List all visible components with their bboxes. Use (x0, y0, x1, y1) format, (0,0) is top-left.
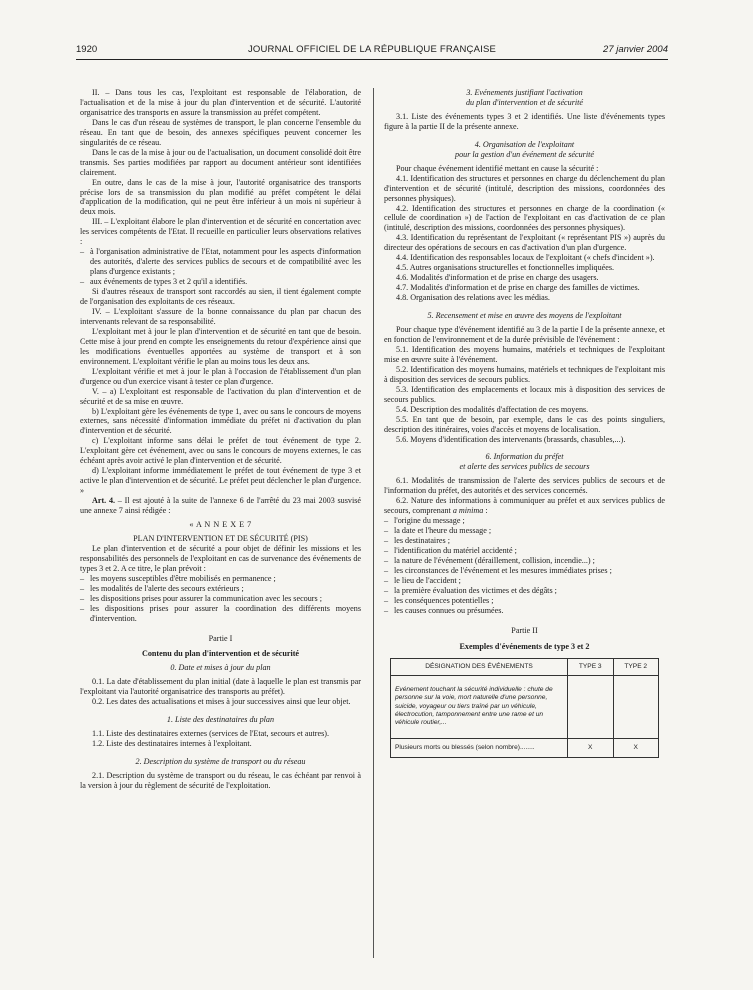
paragraph: IV. – L'exploitant s'assure de la bonne connaissance du plan par chacun des intervenants relevant de sa responsabilité. (80, 306, 361, 326)
paragraph: 0.2. Les dates des actualisations et mises à jour successives ainsi que leur objet. (92, 697, 351, 707)
column-header: TYPE 2 (613, 658, 659, 675)
paragraph: 2.1. Description du système de transport ou du réseau, le cas échéant par renvoi à la version à jour du règlement de sécurité de l'exploitation. (80, 771, 361, 790)
paragraph: III. – L'exploitant élabore le plan d'intervention et de sécurité en concertation avec les services compétents de l'Etat. Il recueille en particulier leurs observations relatives : (80, 217, 361, 247)
table-cell (613, 675, 659, 738)
list-item: – l'origine du message ; (384, 516, 465, 526)
paragraph: 4.3. Identification du représentant de l'exploitant (« représentant PIS ») auprès du directeur des opérations de secours en cas d'activation d'un plan d'urgence. (384, 233, 665, 253)
paragraph: 4.4. Identification des responsables locaux de l'exploitant (« chefs d'incident »). (396, 253, 655, 263)
table-cell: Plusieurs morts ou blessés (selon nombre)........ (391, 738, 568, 757)
list-item: – les dispositions prises pour assurer la communication avec les secours ; (80, 593, 322, 603)
list-item: – les conséquences potentielles ; (384, 595, 494, 605)
paragraph: 1.1. Liste des destinataires externes (services de l'Etat, secours et autres). (92, 729, 330, 739)
section-3-heading: 3. Evénements justifiant l'activation (466, 88, 583, 97)
list-item: – les moyens susceptibles d'être mobilisés en permanence ; (80, 573, 276, 583)
column-header: DÉSIGNATION DES ÉVÉNEMENTS (391, 658, 568, 675)
contenu-heading: Contenu du plan d'intervention et de sécurité (141, 649, 300, 659)
list-item: – les causes connues ou présumées. (384, 605, 504, 615)
section-6-heading-line2: et alerte des services publics de secours (459, 462, 590, 472)
partie-1-heading: Partie I (208, 633, 233, 643)
paragraph: V. – a) L'exploitant est responsable de l'activation du plan d'intervention et de sécurité et de sa mise en œuvre. (80, 386, 361, 406)
section-4-heading-line2: pour la gestion d'un événement de sécurité (455, 149, 594, 159)
events-table (390, 658, 659, 758)
list-item: – la date et l'heure du message ; (384, 526, 492, 536)
paragraph: Si d'autres réseaux de transport sont raccordés au sien, il tient également compte de l'organisation des exploitants de ces réseaux. (80, 287, 361, 307)
table-cell: Evénement touchant la sécurité individuelle : chute de personne sur la voie, mort naturelle d'une personne, suicide, voyageur ou tiers traîné par un véhicule, électrocution, tamponnement entre une rame et un véhicule routier,... (391, 675, 568, 738)
paragraph: 5.2. Identification des moyens humains, matériels et techniques de l'exploitant mis à disposition des services de secours publics. (384, 364, 665, 384)
paragraph: 5.1. Identification des moyens humains, matériels et techniques de l'exploitant mise en œuvre suite à l'événement. (384, 344, 665, 364)
paragraph: 3.1. Liste des événements types 3 et 2 identifiés. Une liste d'événements types figure à la partie II de la présente annexe. (384, 111, 665, 131)
pis-title: PLAN D'INTERVENTION ET DE SÉCURITÉ (PIS) (133, 533, 308, 543)
paragraph: 6.1. Modalités de transmission de l'alerte des services publics de secours et de l'information du préfet, des autorités et des services concernés. (384, 476, 665, 496)
paragraph: b) L'exploitant gère les événements de type 1, avec ou sans le concours de moyens externes, sans nécessité d'information immédiate du préfet ni d'activation du plan d'intervention et de sécurité. (80, 406, 361, 436)
paragraph: 4.5. Autres organisations structurelles et fonctionnelles impliquées. (396, 263, 615, 273)
right-column (384, 88, 665, 758)
paragraph: Dans le cas d'un réseau de systèmes de transport, le plan concerne l'ensemble du réseau. En tant que de besoin, des annexes spécifiques peuvent concerner les singularités de ce réseau. (80, 117, 361, 147)
paragraph: II. – Dans tous les cas, l'exploitant est responsable de l'élaboration, de l'actualisation et de la mise à jour du plan d'intervention et de sécurité. L'autorité organisatrice des transports en assure la transmission au préfet compétent. (80, 88, 361, 117)
list-item: – le lieu de l'accident ; (384, 575, 461, 585)
paragraph: 4.2. Identification des structures et personnes en charge de la coordination (« cellule de coordination ») de l'action de l'exploitant en cas d'activation de ce plan (intitulé, description des missions, coordonnées des personnes physiques). (384, 203, 665, 233)
section-5-heading: 5. Recensement et mise en œuvre des moyens de l'exploitant (427, 311, 622, 321)
paragraph: 5.6. Moyens d'identification des intervenants (brassards, chasubles,...). (396, 434, 626, 444)
paragraph: 5.4. Description des modalités d'affectation de ces moyens. (396, 404, 589, 414)
list-item: – les circonstances de l'événement et les mesures immédiates prises ; (384, 565, 612, 575)
paragraph: 4.8. Organisation des relations avec les médias. (396, 293, 550, 303)
list-item: – aux événements de types 3 et 2 qu'il a identifiés. (80, 277, 248, 287)
paragraph: Pour chaque type d'événement identifié au 3 de la partie I de la présente annexe, et en fonction de l'environnement et de la durée prévisible de l'événement : (384, 325, 665, 344)
publication-date: 27 janvier 2004 (603, 44, 668, 55)
list-item: – à l'organisation administrative de l'Etat, notamment pour les aspects d'information des autorités, d'alerte des services publics de secours et de compatibilité avec les plans d'urgence existants ; (80, 247, 361, 277)
section-1-heading: 1. Liste des destinataires du plan (166, 715, 275, 725)
header-rule (76, 59, 668, 60)
exemples-heading: Exemples d'événements de type 3 et 2 (459, 641, 590, 651)
partie-2-heading: Partie II (511, 625, 538, 635)
paragraph: L'exploitant met à jour le plan d'intervention et de sécurité en tant que de besoin. Cette mise à jour prend en compte les enseignements du retour d'expérience ainsi que les modifications éventuelles apportées au système de transport et à son environnement. L'exploitant vérifie le plan au moins tous les deux ans. (80, 326, 361, 366)
table-header-row (391, 658, 659, 675)
table-row (391, 738, 659, 757)
article-4: Art. 4. – Il est ajouté à la suite de l'annexe 6 de l'arrêté du 23 mai 2003 susvisé une annexe 7 ainsi rédigée : (80, 496, 361, 516)
left-column (80, 88, 361, 791)
page-header (76, 44, 668, 58)
annexe-title: « A N N E X E 7 (189, 519, 252, 529)
paragraph: d) L'exploitant informe immédiatement le préfet de tout événement de type 3 et active le plan d'intervention et de sécurité. Le préfet peut déclencher le plan d'urgence. » (80, 466, 361, 496)
journal-title: JOURNAL OFFICIEL DE LA RÉPUBLIQUE FRANÇAISE (247, 44, 497, 55)
paragraph: Le plan d'intervention et de sécurité a pour objet de définir les missions et les responsabilités des personnels de l'exploitant en cas de survenance des événements de types 3 et 2. A ce titre, le plan prévoit : (80, 543, 361, 573)
list-item: – la nature de l'événement (déraillement, collision, incendie...) ; (384, 555, 595, 565)
paragraph: Pour chaque événement identifié mettant en cause la sécurité : (396, 163, 599, 173)
page-number: 1920 (76, 44, 98, 55)
paragraph: 5.5. En tant que de besoin, par exemple, dans le cas des points singuliers, description des itinéraires, voies d'accès et moyens de localisation. (384, 414, 665, 434)
paragraph: 6.2. Nature des informations à communiquer au préfet et aux services publics de secours, comprenant a minima : (384, 496, 665, 516)
paragraph: 5.3. Identification des emplacements et locaux mis à disposition des services de secours publics. (384, 384, 665, 404)
list-item: – la première évaluation des victimes et des dégâts ; (384, 585, 557, 595)
section-3-heading-line2: du plan d'intervention et de sécurité (465, 97, 584, 107)
table-cell: X (568, 738, 614, 757)
paragraph: 1.2. Liste des destinataires internes à l'exploitant. (92, 739, 252, 749)
table-cell (568, 675, 614, 738)
paragraph: En outre, dans le cas de la mise à jour, l'autorité organisatrice des transports précise lors de sa transmission du plan modifié au préfet compétent le délai d'application de la modification, qui ne peut être inférieur à un mois ni supérieur à deux mois. (80, 177, 361, 217)
column-divider (373, 88, 374, 958)
paragraph: c) L'exploitant informe sans délai le préfet de tout événement de type 2. L'exploitant gère cet événement, avec ou sans le concours de moyens externes, le cas échéant après avoir activé le plan d'intervention et de sécurité. (80, 436, 361, 466)
list-item: – les modalités de l'alerte des secours extérieurs ; (80, 583, 244, 593)
paragraph: 4.1. Identification des structures et personnes en charge du déclenchement du plan d'intervention et de sécurité (intitulé, description des missions, coordonnées des personnes physiques). (384, 173, 665, 203)
list-item: – les destinataires ; (384, 536, 450, 546)
section-0-heading: 0. Date et mises à jour du plan (170, 663, 271, 673)
paragraph: 0.1. La date d'établissement du plan initial (date à laquelle le plan est transmis par l'exploitant via l'autorité organisatrice des transports au préfet). (80, 677, 361, 697)
table-cell: X (613, 738, 659, 757)
section-4-heading: 4. Organisation de l'exploitant (474, 139, 575, 149)
paragraph: 4.7. Modalités d'information et de prise en charge des familles de victimes. (396, 283, 640, 293)
column-header: TYPE 3 (568, 658, 614, 675)
paragraph: Dans le cas de la mise à jour ou de l'actualisation, un document consolidé doit être transmis. Ses parties modifiées par rapport au document antérieur sont identifiées clairement. (80, 147, 361, 177)
paragraph: L'exploitant vérifie et met à jour le plan à l'occasion de l'établissement d'un plan d'urgence ou d'un exercice visant à tester ce plan d'urgence. (80, 366, 361, 386)
list-item: – les dispositions prises pour assurer la coordination des différents moyens d'intervention. (80, 603, 361, 623)
list-item: – l'identification du matériel accidenté ; (384, 546, 517, 556)
section-6-heading: 6. Information du préfet (485, 452, 564, 462)
paragraph: 4.6. Modalités d'information et de prise en charge des usagers. (396, 273, 599, 283)
table-row (391, 675, 659, 738)
section-2-heading: 2. Description du système de transport ou du réseau (135, 757, 306, 767)
